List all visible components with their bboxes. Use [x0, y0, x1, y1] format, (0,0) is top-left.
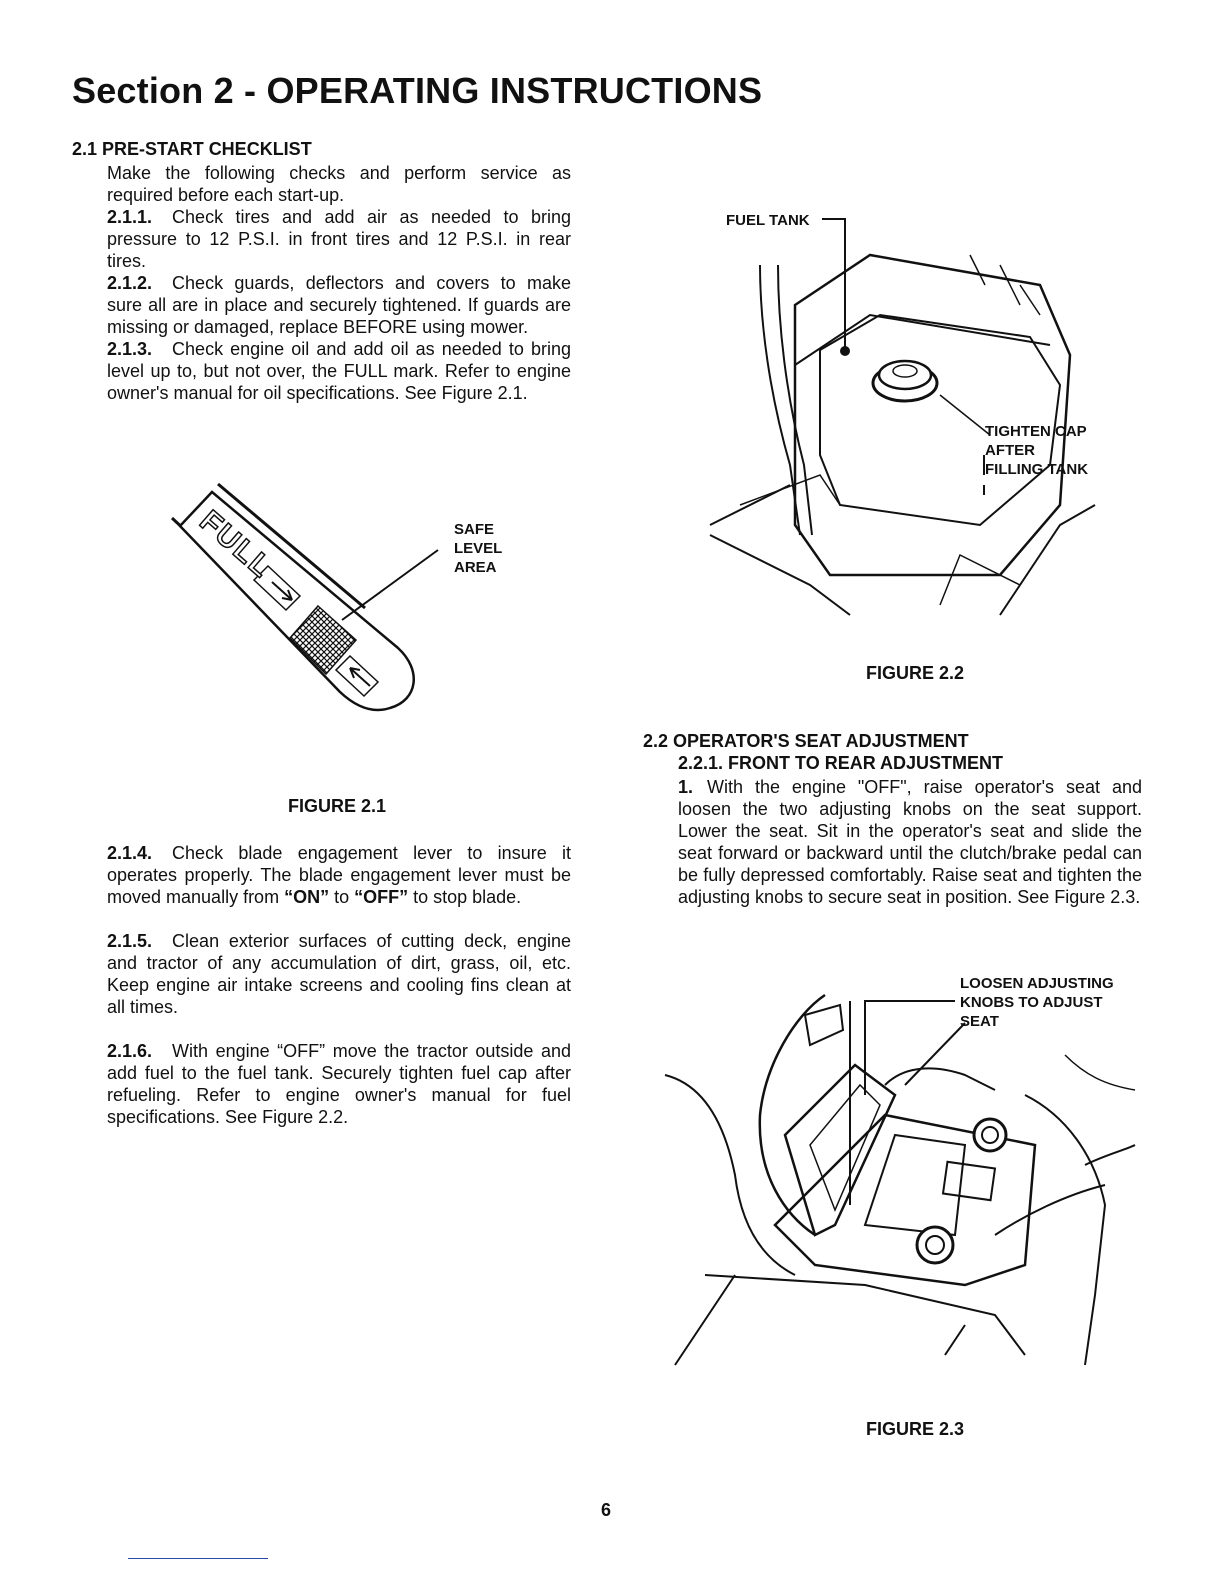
checklist-item	[107, 930, 571, 1018]
figure-2-3-caption: FIGURE 2.3	[865, 1419, 965, 1439]
tighten-cap-label	[985, 422, 1088, 479]
label-line: AFTER	[985, 442, 1035, 459]
figure-2-2-caption: FIGURE 2.2	[865, 663, 965, 683]
item-text: to	[329, 887, 355, 907]
step-number: 1.	[678, 777, 694, 797]
heading-seat-adjustment: 2.2 OPERATOR'S SEAT ADJUSTMENT	[643, 731, 969, 751]
checklist-item	[107, 272, 571, 338]
item-text: to stop blade.	[408, 887, 522, 907]
label-line: SAFE	[454, 521, 495, 538]
item-number: 2.1.4.	[107, 843, 153, 863]
item-text: Check blade engagement lever to insure it operates properly. The blade engagement lever must be moved manually from	[107, 843, 571, 907]
heading-pre-start-checklist: 2.1 PRE-START CHECKLIST	[72, 139, 312, 159]
checklist-block-lower	[107, 842, 571, 1128]
dipstick-full-label: FULL	[193, 504, 279, 585]
label-line: SEAT	[960, 1013, 999, 1030]
item-text: Check tires and add air as needed to bring pressure to 12 P.S.I. in front tires and 12 P.S.I. in rear tires.	[107, 207, 571, 271]
seat-adjustment-block	[678, 776, 1142, 908]
figure-2-1-dipstick-illustration	[150, 478, 450, 718]
label-line: LOOSEN ADJUSTING	[960, 975, 1114, 992]
label-line: KNOBS TO ADJUST	[960, 994, 1103, 1011]
item-text: Check engine oil and add oil as needed to bring level up to, but not over, the FULL mark. Refer to engine owner's manual for oil specifications. See Figure 2.1.	[107, 339, 571, 403]
item-text: Clean exterior surfaces of cutting deck, engine and tractor of any accumulation of dirt, grass, oil, etc. Keep engine air intake screens and cooling fins clean at all times.	[107, 931, 571, 1017]
on-keyword: “ON”	[284, 887, 330, 907]
figure-2-3-seat-adjustment-illustration	[665, 975, 1135, 1375]
figure-2-1-caption: FIGURE 2.1	[287, 796, 387, 816]
checklist-item	[107, 338, 571, 404]
section-title: Section 2 - OPERATING INSTRUCTIONS	[72, 70, 763, 111]
label-line: AREA	[454, 559, 497, 576]
step-text: With the engine "OFF", raise operator's seat and loosen the two adjusting knobs on the seat support. Lower the seat. Sit in the operator's seat and slide the seat forward or backward until the clutch/brake pedal can be fully depressed comfortably. Raise seat and tighten the adjusting knobs to secure seat in position. See Figure 2.3.	[678, 777, 1142, 907]
loosen-knobs-label	[960, 974, 1114, 1031]
item-number: 2.1.3.	[107, 339, 153, 359]
label-line: LEVEL	[454, 540, 503, 557]
fuel-tank-label: FUEL TANK	[726, 212, 810, 229]
checklist-intro: Make the following checks and perform service as required before each start-up.	[107, 163, 571, 205]
checklist-item	[107, 842, 571, 908]
item-number: 2.1.6.	[107, 1041, 153, 1061]
checklist-item	[107, 1040, 571, 1128]
checklist-item	[107, 206, 571, 272]
footer-rule	[128, 1558, 268, 1559]
label-line: FILLING TANK	[985, 461, 1089, 478]
item-number: 2.1.5.	[107, 931, 153, 951]
checklist-block	[107, 162, 571, 404]
safe-level-area-label	[454, 520, 502, 577]
item-text: Check guards, deflectors and covers to make sure all are in place and securely tightened. If guards are missing or damaged, replace BEFORE using mower.	[107, 273, 571, 337]
subheading-front-to-rear: 2.2.1. FRONT TO REAR ADJUSTMENT	[678, 753, 1004, 773]
item-number: 2.1.2.	[107, 273, 153, 293]
figure-2-2-fuel-tank-illustration	[700, 205, 1100, 615]
item-text: With engine “OFF” move the tractor outside and add fuel to the fuel tank. Securely tighten fuel cap after refueling. Refer to engine owner's manual for fuel specifications. See Figure 2.2.	[107, 1041, 571, 1127]
label-line: TIGHTEN CAP	[985, 423, 1087, 440]
page-number: 6	[600, 1500, 611, 1520]
seat-adjustment-step	[678, 776, 1142, 908]
item-number: 2.1.1.	[107, 207, 153, 227]
off-keyword: “OFF”	[354, 887, 409, 907]
